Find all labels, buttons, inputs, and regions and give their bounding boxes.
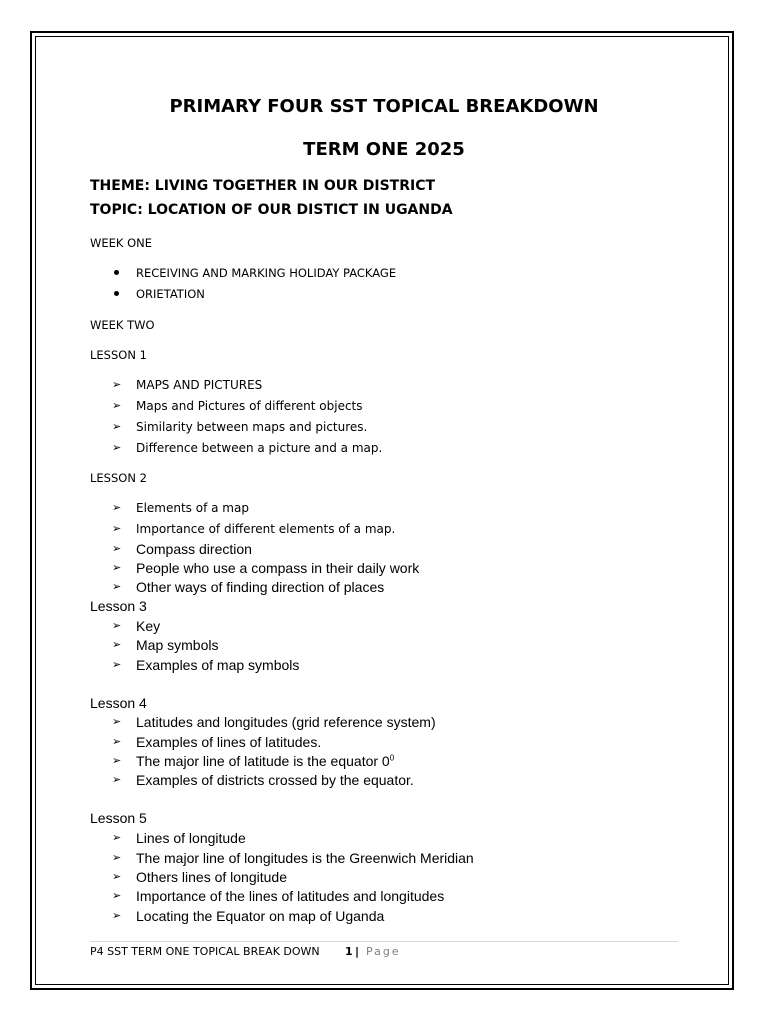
list-item: Lines of longitude: [136, 830, 246, 846]
arrowhead-bullet-icon: ➢: [112, 889, 122, 902]
arrowhead-bullet-icon: ➢: [112, 619, 122, 632]
topic-heading: TOPIC: LOCATION OF OUR DISTICT IN UGANDA: [90, 202, 453, 218]
list-item: Importance of different elements of a map.: [136, 522, 396, 536]
list-item: People who use a compass in their daily work: [136, 560, 420, 576]
list-item: Difference between a picture and a map.: [136, 441, 383, 455]
footer-separator: |: [355, 945, 360, 958]
list-item: Examples of map symbols: [136, 657, 300, 673]
arrowhead-bullet-icon: ➢: [112, 580, 122, 593]
arrowhead-bullet-icon: ➢: [112, 658, 122, 671]
footer-page-number: 1: [345, 945, 353, 958]
arrowhead-bullet-icon: ➢: [112, 773, 122, 786]
arrowhead-bullet-icon: ➢: [112, 441, 122, 454]
lesson-1-label: LESSON 1: [90, 348, 147, 362]
list-item: ORIETATION: [136, 287, 205, 301]
arrowhead-bullet-icon: ➢: [112, 735, 122, 748]
arrowhead-bullet-icon: ➢: [112, 715, 122, 728]
list-item: Compass direction: [136, 541, 252, 557]
footer-page-label: Page: [366, 945, 401, 958]
arrowhead-bullet-icon: ➢: [112, 501, 122, 514]
footer-divider: [90, 941, 678, 942]
list-item-text: The major line of latitude is the equator 0: [136, 753, 390, 769]
bullet-dot-icon: [114, 270, 119, 275]
arrowhead-bullet-icon: ➢: [112, 420, 122, 433]
list-item: Similarity between maps and pictures.: [136, 420, 368, 434]
list-item: Latitudes and longitudes (grid reference system): [136, 714, 436, 730]
list-item: Importance of the lines of latitudes and longitudes: [136, 888, 445, 904]
week-one-label: WEEK ONE: [90, 236, 153, 250]
lesson-2-label: LESSON 2: [90, 471, 147, 485]
list-item: RECEIVING AND MARKING HOLIDAY PACKAGE: [136, 266, 397, 280]
arrowhead-bullet-icon: ➢: [112, 851, 122, 864]
arrowhead-bullet-icon: ➢: [112, 909, 122, 922]
arrowhead-bullet-icon: ➢: [112, 638, 122, 651]
list-item: Other ways of finding direction of places: [136, 579, 385, 595]
document-subtitle: TERM ONE 2025: [303, 139, 465, 160]
list-item-equator: [136, 753, 394, 769]
lesson-3-label: Lesson 3: [90, 598, 147, 614]
arrowhead-bullet-icon: ➢: [112, 831, 122, 844]
theme-heading: THEME: LIVING TOGETHER IN OUR DISTRICT: [90, 178, 436, 194]
list-item: Map symbols: [136, 637, 219, 653]
arrowhead-bullet-icon: ➢: [112, 522, 122, 535]
arrowhead-bullet-icon: ➢: [112, 399, 122, 412]
lesson-4-label: Lesson 4: [90, 695, 147, 711]
list-item: Locating the Equator on map of Uganda: [136, 908, 385, 924]
document-title: PRIMARY FOUR SST TOPICAL BREAKDOWN: [169, 96, 599, 117]
arrowhead-bullet-icon: ➢: [112, 754, 122, 767]
arrowhead-bullet-icon: ➢: [112, 378, 122, 391]
lesson-5-label: Lesson 5: [90, 810, 147, 826]
list-item: The major line of longitudes is the Greenwich Meridian: [136, 850, 474, 866]
list-item: Maps and Pictures of different objects: [136, 399, 363, 413]
arrowhead-bullet-icon: ➢: [112, 561, 122, 574]
degree-superscript: 0: [389, 753, 395, 763]
list-item: Elements of a map: [136, 501, 249, 515]
list-item: Key: [136, 618, 161, 634]
bullet-dot-icon: [114, 291, 119, 296]
list-item: Others lines of longitude: [136, 869, 287, 885]
list-item: Examples of lines of latitudes.: [136, 734, 322, 750]
arrowhead-bullet-icon: ➢: [112, 542, 122, 555]
week-two-label: WEEK TWO: [90, 318, 155, 332]
list-item: Examples of districts crossed by the equator.: [136, 772, 414, 788]
footer-text: P4 SST TERM ONE TOPICAL BREAK DOWN: [90, 945, 320, 958]
arrowhead-bullet-icon: ➢: [112, 870, 122, 883]
list-item: MAPS AND PICTURES: [136, 378, 263, 392]
